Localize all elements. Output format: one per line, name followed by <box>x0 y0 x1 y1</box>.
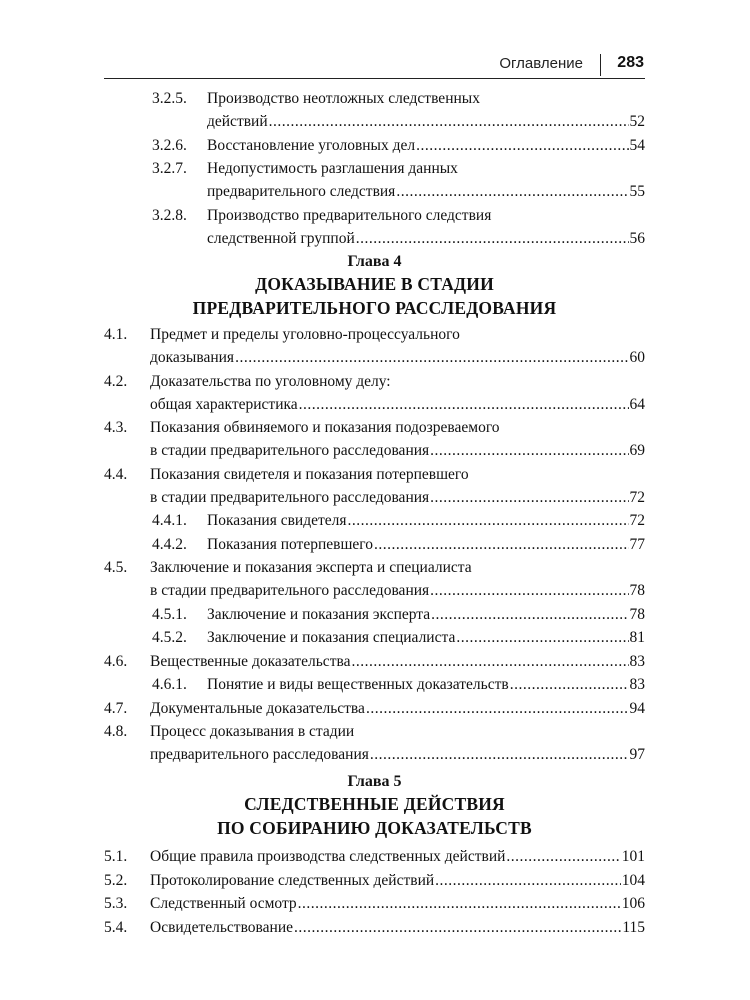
toc-entry-last-line <box>207 181 645 204</box>
dot-leader <box>298 893 621 916</box>
toc-entry-number: 4.8. <box>104 723 128 740</box>
chapter-title-line: СЛЕДСТВЕННЫЕ ДЕЙСТВИЯ <box>244 794 505 814</box>
toc-entry-last-line <box>150 440 645 463</box>
toc-entry-number: 4.7. <box>104 699 128 717</box>
dot-leader <box>269 111 629 134</box>
toc-entry-title-line: в стадии предварительного расследования <box>150 582 430 599</box>
toc-entry-page: 106 <box>621 895 645 912</box>
toc-entry-title-line: Вещественные доказательства <box>150 652 351 670</box>
toc-entry-number: 4.5.2. <box>152 629 187 646</box>
toc-entry-title-line: предварительного расследования <box>150 746 369 763</box>
toc-entry-last-line <box>150 698 645 721</box>
toc-entry-title-line: доказывания <box>150 349 235 366</box>
dot-leader <box>235 347 628 370</box>
dot-leader <box>456 627 628 650</box>
toc-entry-title-line: Показания потерпевшего <box>207 535 373 553</box>
toc-entry-page: 64 <box>629 395 645 413</box>
toc-entry-page: 83 <box>629 676 645 693</box>
toc-entry-title-line: в стадии предварительного расследования <box>150 488 430 506</box>
dot-leader <box>299 394 629 417</box>
dot-leader <box>294 917 621 940</box>
toc-entry-title-line: Протоколирование следственных действий <box>150 871 435 889</box>
toc-entry-number: 5.3. <box>104 895 128 912</box>
toc-entry-page: 104 <box>621 871 645 889</box>
toc-entry-title-line: Заключение и показания эксперта <box>207 605 431 623</box>
toc-entry-title-line: Заключение и показания специалиста <box>207 629 456 646</box>
toc-entry-last-line <box>207 627 645 650</box>
dot-leader <box>351 651 628 674</box>
toc-entry-last-line <box>150 917 645 940</box>
toc-entry-title-line: предварительного следствия <box>207 183 396 200</box>
running-header-title: Оглавление <box>499 55 583 72</box>
toc-entry-page: 115 <box>622 918 645 936</box>
toc-entry-title-line: Недопустимость разглашения данных <box>207 160 458 177</box>
toc-entry-last-line <box>207 604 645 627</box>
toc-entry-page: 81 <box>629 629 645 646</box>
toc-entry-last-line <box>207 674 645 697</box>
toc-entry-number: 4.5.1. <box>152 605 187 623</box>
toc-entry-page: 97 <box>629 746 645 763</box>
toc-entry-title-line: Производство неотложных следственных <box>207 90 480 107</box>
toc-entry-last-line <box>150 846 645 869</box>
toc-entry-title-line: Общие правила производства следственных действий <box>150 848 506 865</box>
toc-entry-last-line <box>150 394 645 417</box>
page-number: 283 <box>617 54 644 71</box>
toc-entry-last-line <box>150 893 645 916</box>
toc-entry-page: 72 <box>629 512 645 529</box>
toc-entry-page: 56 <box>629 229 645 247</box>
toc-entry-last-line <box>207 534 645 557</box>
toc-entry-number: 5.4. <box>104 918 128 936</box>
toc-entry-title-line: Документальные доказательства <box>150 699 365 717</box>
toc-entry-page: 77 <box>629 535 645 553</box>
toc-entry-page: 55 <box>629 183 645 200</box>
toc-entry-title-line: Показания свидетеля и показания потерпевшего <box>150 465 469 483</box>
toc-entry-page: 69 <box>629 442 645 459</box>
toc-entry-number: 4.4.2. <box>152 535 187 553</box>
toc-entry-number: 4.5. <box>104 559 128 576</box>
toc-entry-title-line: Производство предварительного следствия <box>207 206 492 224</box>
dot-leader <box>416 135 628 158</box>
toc-entry-title-line: Предмет и пределы уголовно-процессуального <box>150 326 460 343</box>
dot-leader <box>370 744 629 767</box>
dot-leader <box>430 440 628 463</box>
toc-entry-page: 83 <box>629 652 645 670</box>
toc-entry-last-line <box>150 580 645 603</box>
toc-entry-number: 4.3. <box>104 419 128 436</box>
toc-entry-title-line: Следственный осмотр <box>150 895 297 912</box>
toc-entry-title-line: Восстановление уголовных дел <box>207 136 416 154</box>
toc-entry-number: 3.2.6. <box>152 136 187 154</box>
toc-entry-number: 4.6.1. <box>152 676 187 693</box>
toc-entry-title-line: действий <box>207 113 268 130</box>
dot-leader <box>506 846 620 869</box>
chapter-heading <box>104 772 645 840</box>
toc-entry-number: 3.2.5. <box>152 90 187 107</box>
toc-entry-page: 52 <box>629 113 645 130</box>
toc-entry-page: 78 <box>629 582 645 599</box>
toc-entry-page: 101 <box>621 848 645 865</box>
dot-leader <box>396 181 628 204</box>
toc-entry-number: 3.2.8. <box>152 206 187 224</box>
dot-leader <box>431 604 628 627</box>
toc-entry-page: 94 <box>629 699 645 717</box>
toc-entry-title-line: Показания обвиняемого и показания подозреваемого <box>150 419 500 436</box>
toc-entry-last-line <box>207 510 645 533</box>
toc-entry-number: 4.4.1. <box>152 512 187 529</box>
toc-entry-title-line: Процесс доказывания в стадии <box>150 723 355 740</box>
toc-entry-number: 4.2. <box>104 372 128 390</box>
toc-entry-last-line <box>207 111 645 134</box>
toc-entry-page: 54 <box>629 136 645 154</box>
chapter-title-line: ПРЕДВАРИТЕЛЬНОГО РАССЛЕДОВАНИЯ <box>192 298 557 318</box>
chapter-heading <box>104 252 645 320</box>
dot-leader <box>356 228 629 251</box>
toc-entry-number: 5.2. <box>104 871 128 889</box>
toc-entry-number: 4.6. <box>104 652 128 670</box>
toc-entry-title-line: Доказательства по уголовному делу: <box>150 372 391 390</box>
toc-entry-page: 78 <box>629 605 645 623</box>
toc-entry-title-line: следственной группой <box>207 229 355 247</box>
chapter-title-line: ДОКАЗЫВАНИЕ В СТАДИИ <box>255 274 494 294</box>
header-divider <box>600 54 602 76</box>
toc-entry-last-line <box>150 870 645 893</box>
dot-leader <box>510 674 629 697</box>
toc-entry-title-line: Показания свидетеля <box>207 512 347 529</box>
toc-entry-last-line <box>150 744 645 767</box>
toc-entry-last-line <box>150 487 645 510</box>
chapter-title-line: ПО СОБИРАНИЮ ДОКАЗАТЕЛЬСТВ <box>217 818 532 838</box>
toc-entry-last-line <box>207 135 645 158</box>
toc-entry-title-line: общая характеристика <box>150 395 298 413</box>
toc-entry-number: 5.1. <box>104 848 128 865</box>
dot-leader <box>348 510 629 533</box>
toc-entry-number: 4.1. <box>104 326 128 343</box>
toc-entry-title-line: Заключение и показания эксперта и специалиста <box>150 559 472 576</box>
toc-entry-last-line <box>207 228 645 251</box>
toc-entry-page: 72 <box>629 488 645 506</box>
toc-entry-number: 3.2.7. <box>152 160 187 177</box>
dot-leader <box>374 534 629 557</box>
toc-entry-last-line <box>150 651 645 674</box>
dot-leader <box>435 870 621 893</box>
running-header <box>104 54 645 79</box>
toc-entry-last-line <box>150 347 645 370</box>
toc-entry-page: 60 <box>629 349 645 366</box>
chapter-label: Глава 5 <box>347 773 402 790</box>
dot-leader <box>430 487 628 510</box>
toc-entry-number: 4.4. <box>104 465 128 483</box>
toc-entry-title-line: Понятие и виды вещественных доказательств <box>207 676 509 693</box>
chapter-label: Глава 4 <box>347 253 402 270</box>
toc-entry-title-line: в стадии предварительного расследования <box>150 442 430 459</box>
dot-leader <box>366 698 629 721</box>
dot-leader <box>430 580 628 603</box>
toc-entry-title-line: Освидетельствование <box>150 918 293 936</box>
